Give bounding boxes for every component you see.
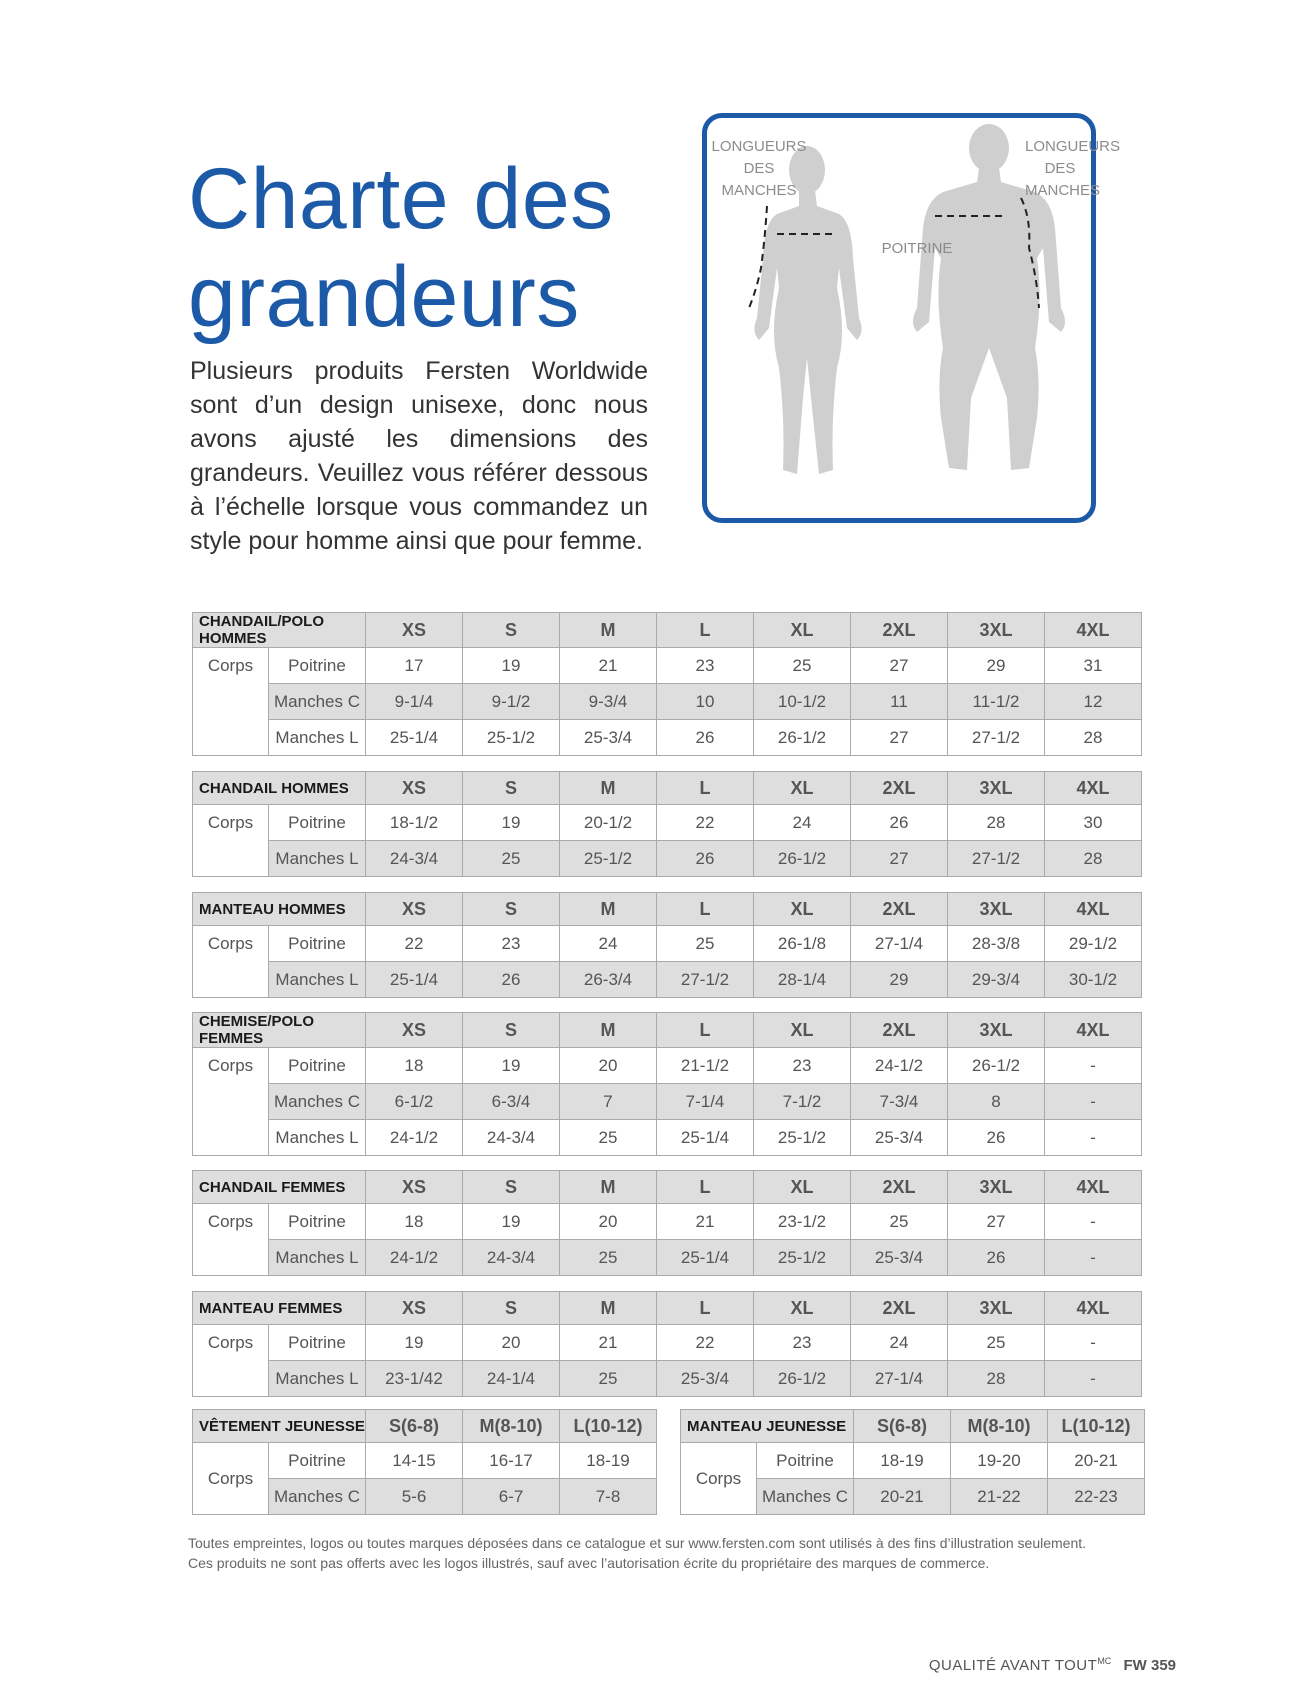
table-header-row <box>193 1013 1142 1048</box>
body-group-label: Corps <box>681 1443 757 1515</box>
size-header: L(10-12) <box>560 1410 657 1443</box>
measurement-value: 17 <box>366 648 463 684</box>
measurement-label: Manches L <box>269 1120 366 1156</box>
measurement-label: Manches C <box>269 1479 366 1515</box>
trademark-mark: MC <box>1097 1656 1112 1666</box>
disclaimer: Toutes empreintes, logos ou toutes marques déposées dans ce catalogue et sur www.fersten.com sont utilisés à des fins d’illustration seulement. Ces produits ne sont pas offerts avec les logos illustrés, sauf avec l’autorisation écrite du propriétaire des marques de commerce. <box>188 1535 1087 1571</box>
measurement-value: 24-1/2 <box>366 1240 463 1276</box>
measurement-label: Manches L <box>269 841 366 877</box>
size-header: XS <box>366 1292 463 1325</box>
table-row <box>193 841 1142 877</box>
measurement-value: 27 <box>851 648 948 684</box>
size-table-chemise-polo-femmes <box>192 1012 1142 1156</box>
measurement-value: 19 <box>463 1204 560 1240</box>
measurement-value: - <box>1045 1204 1142 1240</box>
measurement-value: 30-1/2 <box>1045 962 1142 998</box>
body-group-label: Corps <box>193 1204 269 1276</box>
size-header: XS <box>366 613 463 648</box>
size-header: 3XL <box>948 1292 1045 1325</box>
measurement-value: 18-19 <box>560 1443 657 1479</box>
size-header: XL <box>754 893 851 926</box>
page-footer <box>929 1656 1176 1674</box>
measurement-value: - <box>1045 1120 1142 1156</box>
table-row <box>193 648 1142 684</box>
table-header-row <box>681 1410 1145 1443</box>
page-number: FW 359 <box>1123 1657 1176 1674</box>
measurement-value: 28 <box>948 1361 1045 1397</box>
body-group-label: Corps <box>193 1325 269 1397</box>
size-table-chandail-hommes <box>192 771 1142 877</box>
table-row <box>193 1048 1142 1084</box>
measurement-value: 27-1/4 <box>851 1361 948 1397</box>
measurement-value: 18 <box>366 1048 463 1084</box>
title-line-2: grandeurs <box>188 249 580 345</box>
measurement-value: 16-17 <box>463 1443 560 1479</box>
measurement-label: Manches L <box>269 962 366 998</box>
size-header: S <box>463 1292 560 1325</box>
measurement-value: 21 <box>657 1204 754 1240</box>
measurement-value: 24 <box>851 1325 948 1361</box>
title-line-1: Charte des <box>188 151 614 247</box>
measurement-value: 23 <box>754 1048 851 1084</box>
size-header: L(10-12) <box>1048 1410 1145 1443</box>
sleeve-length-label-left: LONGUEURS DES MANCHES <box>711 138 807 199</box>
size-header: 3XL <box>948 772 1045 805</box>
measurement-value: 9-1/2 <box>463 684 560 720</box>
measurement-value: 28 <box>948 805 1045 841</box>
measurement-value: 26-1/2 <box>754 720 851 756</box>
measurement-value: 25-1/4 <box>657 1120 754 1156</box>
measurement-value: - <box>1045 1240 1142 1276</box>
table-row <box>193 962 1142 998</box>
measurement-value: - <box>1045 1084 1142 1120</box>
table-row <box>193 1361 1142 1397</box>
measurement-value: 28 <box>1045 720 1142 756</box>
size-header: S <box>463 893 560 926</box>
measurement-label: Poitrine <box>269 1204 366 1240</box>
table-category: CHANDAIL/POLO HOMMES <box>193 613 366 648</box>
measurement-value: 5-6 <box>366 1479 463 1515</box>
measurement-value: 30 <box>1045 805 1142 841</box>
measurement-value: 19 <box>463 805 560 841</box>
size-header: M <box>560 1171 657 1204</box>
body-group-label: Corps <box>193 805 269 877</box>
chest-label: POITRINE <box>881 240 953 257</box>
size-header: 4XL <box>1045 1013 1142 1048</box>
size-header: S(6-8) <box>366 1410 463 1443</box>
measurement-value: 21 <box>560 1325 657 1361</box>
measurement-value: 24-1/2 <box>366 1120 463 1156</box>
measurement-value: - <box>1045 1325 1142 1361</box>
measurement-value: 27-1/2 <box>948 720 1045 756</box>
size-header: M(8-10) <box>951 1410 1048 1443</box>
measurement-value: 22 <box>366 926 463 962</box>
measurement-value: 6-3/4 <box>463 1084 560 1120</box>
size-header: M <box>560 1292 657 1325</box>
table-header-row <box>193 772 1142 805</box>
size-header: XS <box>366 1013 463 1048</box>
size-header: 4XL <box>1045 1292 1142 1325</box>
measurement-value: 18-19 <box>854 1443 951 1479</box>
measurement-value: 6-1/2 <box>366 1084 463 1120</box>
measurement-value: 7-8 <box>560 1479 657 1515</box>
measurement-value: 8 <box>948 1084 1045 1120</box>
size-header: 2XL <box>851 1013 948 1048</box>
measurement-value: 24-3/4 <box>463 1120 560 1156</box>
size-header: L <box>657 1171 754 1204</box>
measurement-value: 29-1/2 <box>1045 926 1142 962</box>
size-header: 2XL <box>851 1171 948 1204</box>
measurement-value: 22 <box>657 1325 754 1361</box>
table-category: CHEMISE/POLO FEMMES <box>193 1013 366 1048</box>
table-row <box>193 1204 1142 1240</box>
measurement-value: 6-7 <box>463 1479 560 1515</box>
table-row <box>193 1240 1142 1276</box>
table-header-row <box>193 613 1142 648</box>
measurement-value: 26-1/2 <box>754 1361 851 1397</box>
table-row <box>193 1443 657 1479</box>
measurement-value: 7 <box>560 1084 657 1120</box>
measurement-value: 12 <box>1045 684 1142 720</box>
size-header: S(6-8) <box>854 1410 951 1443</box>
measurement-value: 14-15 <box>366 1443 463 1479</box>
measurement-value: 23-1/42 <box>366 1361 463 1397</box>
measurement-value: 21-1/2 <box>657 1048 754 1084</box>
measurement-value: 24-3/4 <box>366 841 463 877</box>
measurement-value: 10-1/2 <box>754 684 851 720</box>
measurement-value: 26 <box>657 841 754 877</box>
size-header: XL <box>754 1292 851 1325</box>
size-table-manteau-jeunesse <box>680 1409 1145 1515</box>
size-header: M <box>560 772 657 805</box>
table-header-row <box>193 1292 1142 1325</box>
size-header: 2XL <box>851 1292 948 1325</box>
measurement-value: 20-21 <box>1048 1443 1145 1479</box>
measurement-value: 7-1/2 <box>754 1084 851 1120</box>
measurement-value: 28-1/4 <box>754 962 851 998</box>
measurement-value: 19 <box>463 648 560 684</box>
measurement-value: 18 <box>366 1204 463 1240</box>
measurement-value: 23-1/2 <box>754 1204 851 1240</box>
size-header: XL <box>754 1171 851 1204</box>
table-header-row <box>193 1410 657 1443</box>
measurement-value: 26 <box>463 962 560 998</box>
measurement-label: Manches C <box>269 684 366 720</box>
measurement-value: 24-1/4 <box>463 1361 560 1397</box>
measurement-value: 27 <box>948 1204 1045 1240</box>
table-category: CHANDAIL HOMMES <box>193 772 366 805</box>
size-header: 3XL <box>948 1013 1045 1048</box>
measurement-value: 19 <box>463 1048 560 1084</box>
measurement-value: 25-1/2 <box>463 720 560 756</box>
measurement-value: 25 <box>560 1240 657 1276</box>
measurement-value: 21 <box>560 648 657 684</box>
measurement-value: 25-1/2 <box>560 841 657 877</box>
size-header: XS <box>366 893 463 926</box>
measurement-value: 9-3/4 <box>560 684 657 720</box>
measurement-value: 20 <box>560 1204 657 1240</box>
measurement-value: 27 <box>851 841 948 877</box>
measurement-value: 24 <box>754 805 851 841</box>
measurement-value: - <box>1045 1361 1142 1397</box>
size-header: XS <box>366 1171 463 1204</box>
measurement-value: 23 <box>657 648 754 684</box>
measurement-value: 26-1/2 <box>948 1048 1045 1084</box>
measurement-value: 27-1/2 <box>657 962 754 998</box>
size-header: 3XL <box>948 1171 1045 1204</box>
measurement-value: 7-3/4 <box>851 1084 948 1120</box>
measurement-value: 26-1/2 <box>754 841 851 877</box>
size-header: L <box>657 1013 754 1048</box>
measurement-label: Poitrine <box>269 1443 366 1479</box>
measurement-label: Poitrine <box>269 926 366 962</box>
sleeve-length-label-right: LONGUEURS DES MANCHES <box>1025 138 1121 199</box>
size-header: S <box>463 1013 560 1048</box>
size-header: L <box>657 1292 754 1325</box>
measurement-value: 26 <box>657 720 754 756</box>
size-header: 4XL <box>1045 613 1142 648</box>
measurement-value: 31 <box>1045 648 1142 684</box>
table-row <box>681 1443 1145 1479</box>
measurement-value: 22-23 <box>1048 1479 1145 1515</box>
measurement-value: 11-1/2 <box>948 684 1045 720</box>
size-header: S <box>463 772 560 805</box>
size-header: L <box>657 893 754 926</box>
measurement-value: 27-1/2 <box>948 841 1045 877</box>
size-header: XL <box>754 1013 851 1048</box>
measurement-value: 22 <box>657 805 754 841</box>
measurement-value: 18-1/2 <box>366 805 463 841</box>
size-header: 3XL <box>948 893 1045 926</box>
table-row <box>193 720 1142 756</box>
measurement-value: 20 <box>463 1325 560 1361</box>
measurement-value: 25-3/4 <box>851 1120 948 1156</box>
size-header: L <box>657 772 754 805</box>
table-row <box>193 805 1142 841</box>
size-header: 2XL <box>851 613 948 648</box>
measurement-value: 25 <box>463 841 560 877</box>
measurement-value: 25-3/4 <box>851 1240 948 1276</box>
measurement-value: 24 <box>560 926 657 962</box>
measurement-value: 26-1/8 <box>754 926 851 962</box>
measurement-value: 25 <box>851 1204 948 1240</box>
measurement-label: Manches L <box>269 1361 366 1397</box>
body-group-label: Corps <box>193 1048 269 1156</box>
measurement-value: 25 <box>560 1361 657 1397</box>
measurement-value: 19 <box>366 1325 463 1361</box>
body-measurement-figure <box>702 113 1121 523</box>
measurement-value: 7-1/4 <box>657 1084 754 1120</box>
size-header: L <box>657 613 754 648</box>
measurement-label: Poitrine <box>757 1443 854 1479</box>
table-row <box>193 1120 1142 1156</box>
size-header: S <box>463 613 560 648</box>
measurement-value: 20-21 <box>854 1479 951 1515</box>
measurement-value: 21-22 <box>951 1479 1048 1515</box>
measurement-value: 25 <box>560 1120 657 1156</box>
measurement-value: 25-3/4 <box>560 720 657 756</box>
size-header: XL <box>754 772 851 805</box>
table-category: CHANDAIL FEMMES <box>193 1171 366 1204</box>
table-row <box>193 926 1142 962</box>
body-group-label: Corps <box>193 1443 269 1515</box>
measurement-value: 26 <box>948 1240 1045 1276</box>
measurement-label: Manches L <box>269 1240 366 1276</box>
measurement-value: 25 <box>657 926 754 962</box>
measurement-value: 20-1/2 <box>560 805 657 841</box>
measurement-value: 25 <box>948 1325 1045 1361</box>
table-category: MANTEAU JEUNESSE <box>681 1410 854 1443</box>
measurement-value: 25-1/4 <box>366 720 463 756</box>
size-table-chandail-femmes <box>192 1170 1142 1276</box>
size-header: XL <box>754 613 851 648</box>
measurement-label: Manches C <box>757 1479 854 1515</box>
size-table-chandail-polo-hommes <box>192 612 1142 756</box>
measurement-value: 25-1/4 <box>366 962 463 998</box>
size-header: M <box>560 893 657 926</box>
table-row <box>193 684 1142 720</box>
table-row <box>193 1325 1142 1361</box>
measurement-value: 20 <box>560 1048 657 1084</box>
size-table-vetement-jeunesse <box>192 1409 657 1515</box>
size-header: 4XL <box>1045 1171 1142 1204</box>
intro-paragraph: Plusieurs produits Fersten Worldwide sont d’un design unisexe, donc nous avons ajusté les dimensions des grandeurs. Veuillez vous référer dessous à l’échelle lorsque vous commandez un style pour homme ainsi que pour femme. <box>190 357 648 555</box>
body-group-label: Corps <box>193 926 269 998</box>
body-group-label: Corps <box>193 648 269 756</box>
measurement-value: 19-20 <box>951 1443 1048 1479</box>
measurement-value: 27-1/4 <box>851 926 948 962</box>
measurement-label: Poitrine <box>269 805 366 841</box>
table-row <box>193 1084 1142 1120</box>
size-table-manteau-femmes <box>192 1291 1142 1397</box>
measurement-value: 9-1/4 <box>366 684 463 720</box>
measurement-label: Manches C <box>269 1084 366 1120</box>
table-header-row <box>193 893 1142 926</box>
size-table-manteau-hommes <box>192 892 1142 998</box>
measurement-value: 29 <box>851 962 948 998</box>
measurement-value: 26 <box>948 1120 1045 1156</box>
measurement-value: 26 <box>851 805 948 841</box>
measurement-value: 29 <box>948 648 1045 684</box>
measurement-value: 25-1/4 <box>657 1240 754 1276</box>
measurement-value: 25-3/4 <box>657 1361 754 1397</box>
size-header: M <box>560 1013 657 1048</box>
measurement-value: - <box>1045 1048 1142 1084</box>
table-category: MANTEAU HOMMES <box>193 893 366 926</box>
page-title <box>188 150 668 346</box>
size-header: S <box>463 1171 560 1204</box>
measurement-value: 11 <box>851 684 948 720</box>
footer-tagline: QUALITÉ AVANT TOUT <box>928 1657 1098 1674</box>
measurement-value: 25-1/2 <box>754 1120 851 1156</box>
measurement-value: 23 <box>463 926 560 962</box>
size-header: 3XL <box>948 613 1045 648</box>
measurement-value: 25 <box>754 648 851 684</box>
measurement-label: Poitrine <box>269 648 366 684</box>
measurement-value: 24-1/2 <box>851 1048 948 1084</box>
measurement-value: 25-1/2 <box>754 1240 851 1276</box>
measurement-label: Poitrine <box>269 1048 366 1084</box>
size-header: 4XL <box>1045 772 1142 805</box>
measurement-value: 29-3/4 <box>948 962 1045 998</box>
size-header: M(8-10) <box>463 1410 560 1443</box>
measurement-value: 27 <box>851 720 948 756</box>
measurement-value: 23 <box>754 1325 851 1361</box>
measurement-value: 26-3/4 <box>560 962 657 998</box>
measurement-label: Poitrine <box>269 1325 366 1361</box>
size-header: 2XL <box>851 893 948 926</box>
size-header: 4XL <box>1045 893 1142 926</box>
measurement-value: 24-3/4 <box>463 1240 560 1276</box>
size-header: M <box>560 613 657 648</box>
table-category: MANTEAU FEMMES <box>193 1292 366 1325</box>
measurement-value: 28-3/8 <box>948 926 1045 962</box>
measurement-value: 28 <box>1045 841 1142 877</box>
table-category: VÊTEMENT JEUNESSE <box>193 1410 366 1443</box>
measurement-label: Manches L <box>269 720 366 756</box>
size-header: XS <box>366 772 463 805</box>
table-header-row <box>193 1171 1142 1204</box>
measurement-value: 10 <box>657 684 754 720</box>
size-header: 2XL <box>851 772 948 805</box>
